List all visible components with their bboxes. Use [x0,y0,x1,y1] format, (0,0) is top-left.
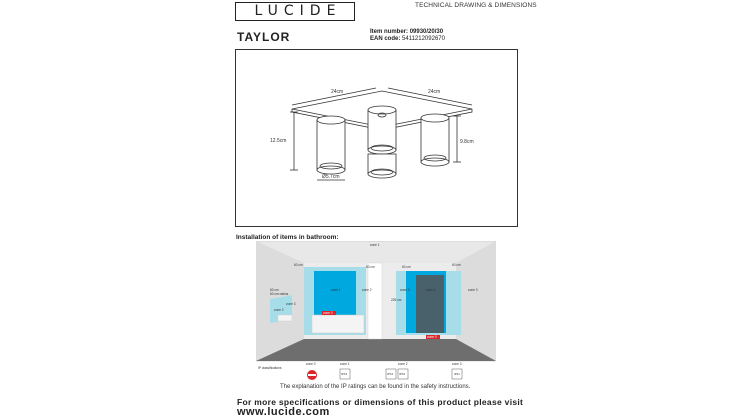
svg-text:zone 2: zone 2 [400,288,410,292]
svg-text:zone 0: zone 0 [306,362,316,366]
dim-diameter: Ø5.7cm [322,174,340,180]
svg-text:IP21: IP21 [454,372,460,376]
svg-text:IPX4: IPX4 [399,372,406,376]
svg-text:zone 2: zone 2 [362,288,372,292]
svg-text:zone 1: zone 1 [331,288,341,292]
technical-drawing-box [235,49,518,227]
dim-height-right: 9.8cm [460,139,474,145]
product-title: TAYLOR [237,30,291,44]
svg-text:60 cm: 60 cm [402,265,411,269]
svg-text:zone 0: zone 0 [427,335,437,339]
spot-left [317,116,345,174]
svg-text:zone 3: zone 3 [468,288,478,292]
ip-label: IP classifications [258,366,282,370]
ean-code: EAN code: 5411212092670 [370,36,445,42]
brand-logo: LUCIDE [235,2,355,21]
svg-text:IPX4: IPX4 [341,372,348,376]
bathroom-diagram [256,241,496,381]
zone1-bath [314,271,356,317]
svg-text:zone 0: zone 0 [323,311,333,315]
zone-top-label: zone 1 [370,243,380,247]
footer-url-link[interactable]: www.lucide.com [237,406,330,418]
ip-note: The explanation of the IP ratings can be found in the safety instructions. [280,384,471,390]
svg-text:60 cm: 60 cm [294,263,303,267]
svg-text:60 cm: 60 cm [452,263,461,267]
svg-text:zone 2: zone 2 [274,308,284,312]
svg-text:60 cm: 60 cm [270,288,279,292]
svg-text:60 cm radius: 60 cm radius [270,292,289,296]
spot-right [421,114,449,166]
footer-text: For more specifications or dimensions of this product please visit [237,397,524,407]
spot-middle [368,106,396,178]
svg-text:zone 1: zone 1 [340,362,350,366]
svg-text:zone 3: zone 3 [286,302,296,306]
svg-text:zone 2: zone 2 [398,362,408,366]
dim-width-left: 24cm [331,89,344,95]
fixture-drawing [236,50,519,228]
item-number: Item number: 09930/20/30 [370,29,444,35]
dim-width-right: 24cm [428,89,441,95]
dim-height-left: 12.5cm [270,138,287,144]
svg-text:zone 3: zone 3 [452,362,462,366]
svg-text:zone 1: zone 1 [426,288,436,292]
svg-text:IPX4: IPX4 [387,372,394,376]
document-type: TECHNICAL DRAWING & DIMENSIONS [415,2,537,9]
svg-text:225 cm: 225 cm [391,298,402,302]
svg-text:60 cm: 60 cm [366,265,375,269]
bathroom-section-title: Installation of items in bathroom: [236,234,339,241]
